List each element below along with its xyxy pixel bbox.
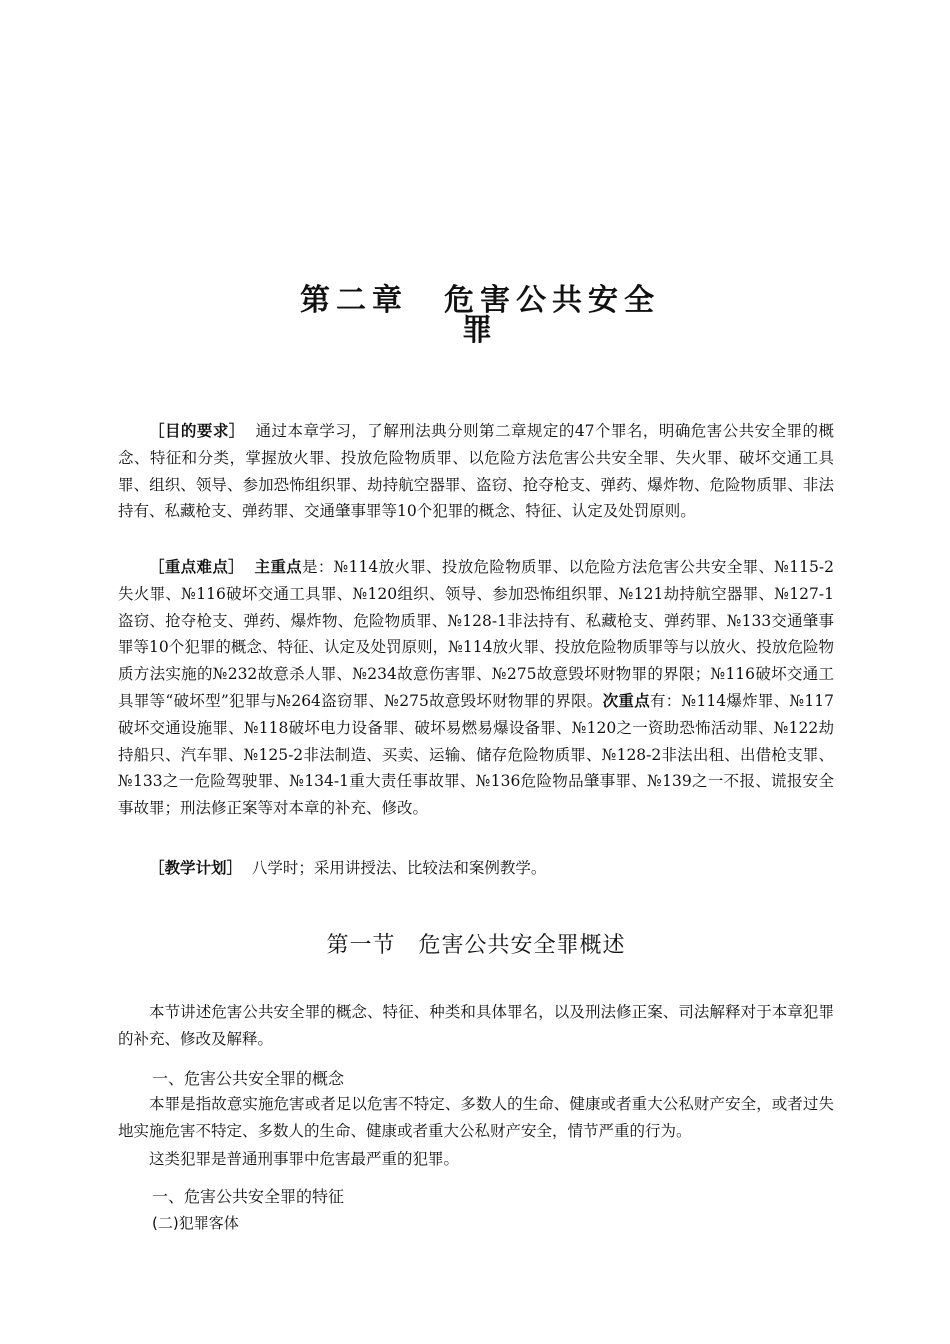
objectives-label: ［目的要求］ [149,422,245,440]
primary-key-label: 主重点 [254,558,302,576]
concept-text-pre: 本罪是指故意实施 [149,1095,274,1113]
objectives-paragraph [118,418,834,525]
chapter-title-clip [300,283,660,348]
objectives-text: 通过本章学习，了解刑法典分则第二章规定的47个罪名，明确危害公共安全罪的概念、特征和分类，掌握放火罪、投放危险物质罪、以危险方法危害公共安全罪、失火罪、破坏交通工具罪、组织、领导、参加恐怖组织罪、劫持航空器罪、盗窃、抢夺枪支、弹药、爆炸物、危险物质罪、非法持有、私藏枪支、弹药罪、交通肇事罪等10个犯罪的概念、特征、认定及处罚原则。 [118,422,834,521]
chapter-title: 第二章 危害公共安全罪 [300,283,660,348]
plan-text: 八学时；采用讲授法、比较法和案例教学。 [251,859,547,877]
secondary-key-text: 有：№114爆炸罪、№117破坏交通设施罪、№118破坏电力设备罪、破坏易燃易爆设备罪、№120之一资助恐怖活动罪、№122劫持船只、汽车罪、№125-2非法制造、买卖、运输、储存危险物质罪、№128-2非法出租、出借枪支罪、№133之一危险驾驶罪、№134-1重大责任事故罪、№136危险物品肇事罪、№139之一不报、谎报安全事故罪；刑法修正案等对本章的补充、修改。 [118,691,834,818]
concept-emphasis: 危害或者足以危害 [273,1095,399,1113]
key-points-label: ［重点难点］ [149,558,244,576]
object-heading: (二)犯罪客体 [152,1214,239,1232]
concept-heading: 一、危害公共安全罪的概念 [152,1069,345,1088]
key-points-paragraph [118,554,834,822]
concept-text-post: 不特定、多数人的生命、健康或者重大公私财产安全，或者过失地实施危害不特定、多数人的生命、健康或者重大公私财产安全，情节严重的行为。 [118,1095,834,1140]
primary-key-text: 是：№114放火罪、投放危险物质罪、以危险方法危害公共安全罪、№115-2失火罪、№116破坏交通工具罪、№120组织、领导、参加恐怖组织罪、№121劫持航空器罪、№127-1盗窃、抢夺枪支、弹药、爆炸物、危险物质罪、№128-1非法持有、私藏枪支、弹药罪、№133交通肇事罪等10个犯罪的概念、特征、认定及处罚原则，№114放火罪、投放危险物质罪等与以放火、投放危险物质方法实施的№232故意杀人罪、№234故意伤害罪、№275故意毁坏财物罪的界限；№116破坏交通工具罪等“破坏型”犯罪与№264盗窃罪、№275故意毁坏财物罪的界限。 [118,558,834,710]
features-heading: 一、危害公共安全罪的特征 [152,1187,345,1206]
plan-label: ［教学计划］ [149,859,243,877]
section-intro: 本节讲述危害公共安全罪的概念、特征、种类和具体罪名，以及刑法修正案、司法解释对于本章犯罪的补充、修改及解释。 [118,1003,834,1048]
secondary-key-label: 次重点 [602,691,650,710]
plan-paragraph [118,855,834,882]
section-title: 第一节 危害公共安全罪概述 [326,933,626,958]
concept-note: 这类犯罪是普通刑事罪中危害最严重的犯罪。 [149,1150,460,1168]
concept-paragraph [118,1091,834,1145]
